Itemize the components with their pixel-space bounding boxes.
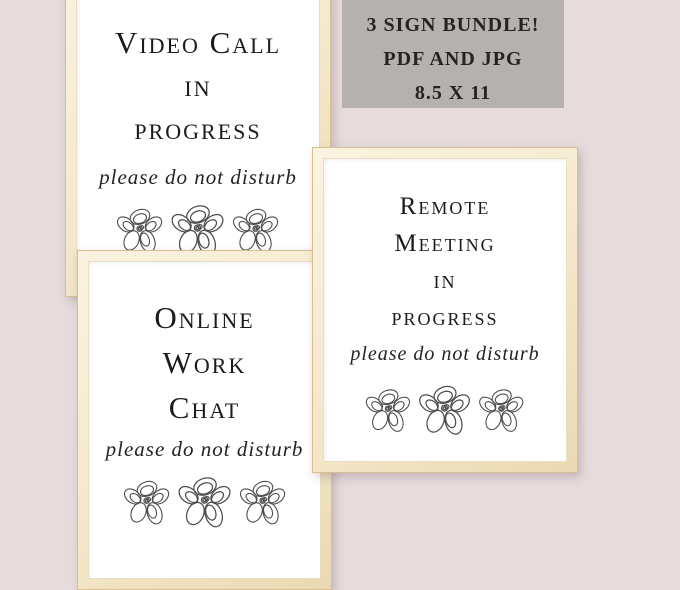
sign-remote-meeting: [312, 147, 578, 473]
sign-title-line: progress: [391, 304, 499, 331]
sign-title-line: Meeting: [394, 230, 496, 257]
badge-line: 3 SIGN BUNDLE!: [366, 14, 540, 36]
sign-title-line: progress: [134, 111, 262, 146]
sign-subtitle: please do not disturb: [105, 437, 304, 461]
sign-title: [154, 295, 254, 430]
sign-paper: [323, 158, 567, 462]
sign-title-line: Remote: [399, 193, 491, 220]
sign-title-line: Online: [154, 300, 255, 335]
sign-subtitle: please do not disturb: [99, 165, 297, 189]
sign-title-line: Work: [162, 345, 247, 380]
sign-subtitle: please do not disturb: [350, 343, 540, 365]
badge-line: PDF AND JPG: [383, 48, 523, 70]
badge-line: 8.5 X 11: [414, 82, 492, 104]
sign-title-line: Chat: [168, 390, 241, 425]
sign-paper: [76, 0, 320, 286]
sign-title: [115, 21, 281, 150]
sign-title-line: in: [433, 267, 457, 294]
magnolia-flowers-icon: [118, 474, 292, 530]
sign-title-line: in: [184, 68, 212, 103]
sign-title: [391, 188, 498, 336]
sign-title-line: Video Call: [114, 25, 282, 60]
bundle-badge: [342, 0, 564, 108]
sign-paper: [88, 261, 321, 579]
magnolia-flowers-icon: [360, 382, 530, 438]
sign-online-work-chat: [77, 250, 332, 590]
